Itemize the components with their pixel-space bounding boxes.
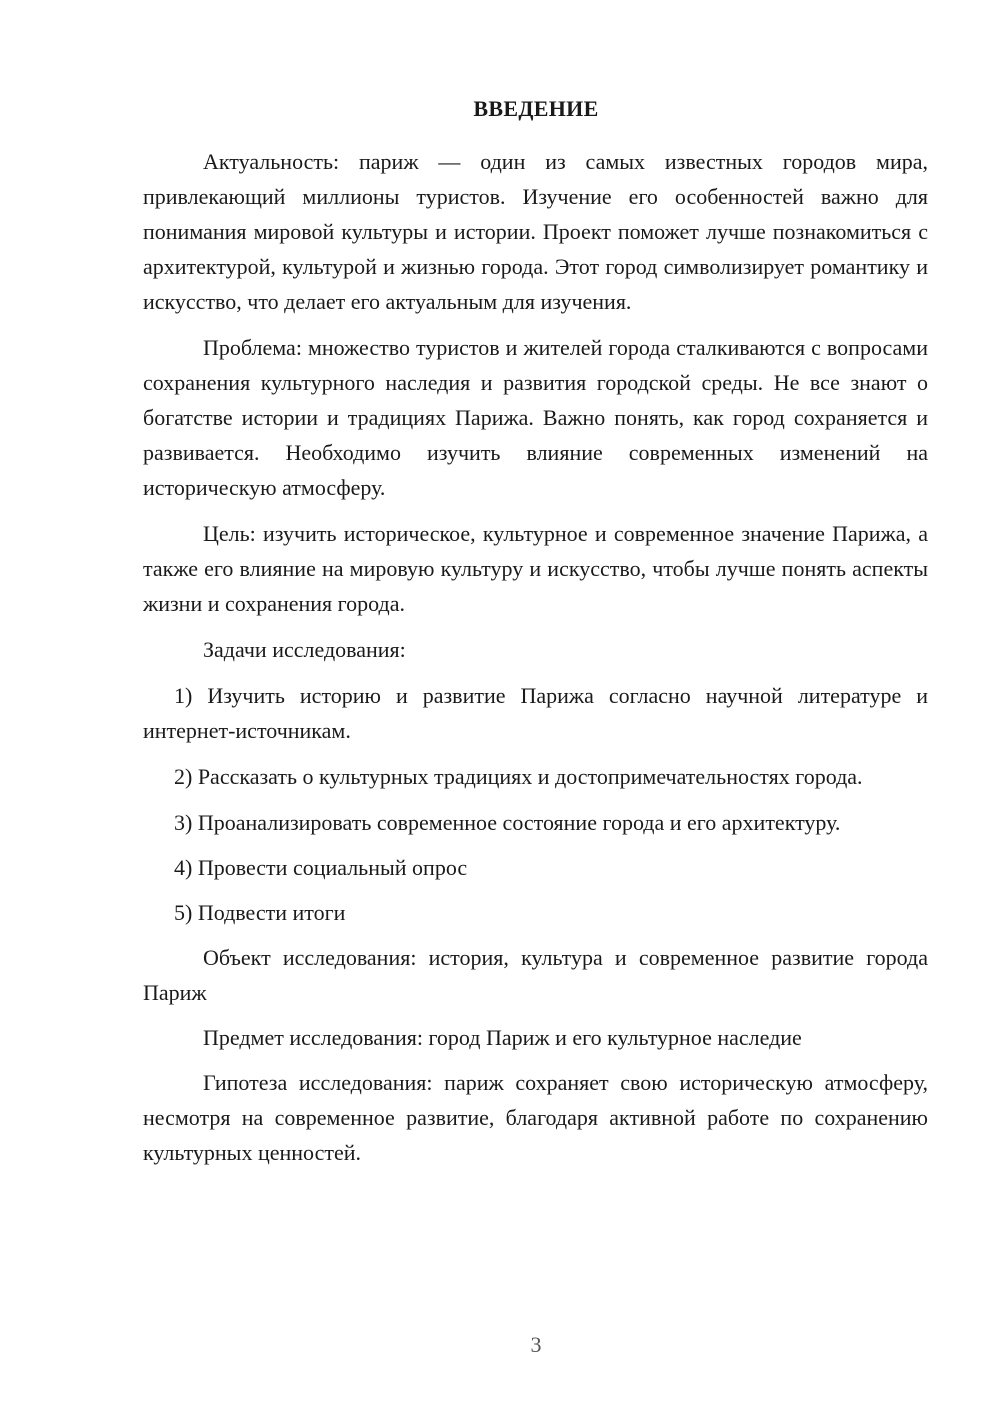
task-item: 3) Проанализировать современное состояние города и его архитектуру. <box>174 810 841 835</box>
section-heading: ВВЕДЕНИЕ <box>473 96 599 121</box>
page-number: 3 <box>530 1332 542 1357</box>
tasks-title: Задачи исследования: <box>203 637 406 662</box>
hypothesis-paragraph: Гипотеза исследования: париж сохраняет свою историческую атмосферу, несмотря на современное развитие, благодаря активной работе по сохранению культурных ценностей. <box>143 1070 928 1165</box>
goal-paragraph: Цель: изучить историческое, культурное и современное значение Парижа, а также его влияние на мировую культуру и искусство, чтобы лучше понять аспекты жизни и сохранения города. <box>143 521 928 616</box>
subject-paragraph: Предмет исследования: город Париж и его культурное наследие <box>203 1025 802 1050</box>
task-item: 4) Провести социальный опрос <box>174 855 468 880</box>
task-item: 2) Рассказать о культурных традициях и достопримечательностях города. <box>174 764 863 789</box>
task-item: 5) Подвести итоги <box>174 900 346 925</box>
document-body <box>143 144 928 1170</box>
problem-paragraph: Проблема: множество туристов и жителей города сталкиваются с вопросами сохранения культурного наследия и развития городской среды. Не все знают о богатстве истории и традициях Парижа. Важно понять, как город сохраняется и развивается. Необходимо изучить влияние современных изменений на историческую атмосферу. <box>143 335 928 500</box>
task-item: 1) Изучить историю и развитие Парижа согласно научной литературе и интернет-источникам. <box>143 683 928 743</box>
relevance-paragraph: Актуальность: париж — один из самых известных городов мира, привлекающий миллионы туристов. Изучение его особенностей важно для понимания мировой культуры и истории. Проект поможет лучше познакомиться с архитектурой, культурой и жизнью города. Этот город символизирует романтику и искусство, что делает его актуальным для изучения. <box>143 149 928 314</box>
object-paragraph: Объект исследования: история, культура и современное развитие города Париж <box>143 945 928 1005</box>
